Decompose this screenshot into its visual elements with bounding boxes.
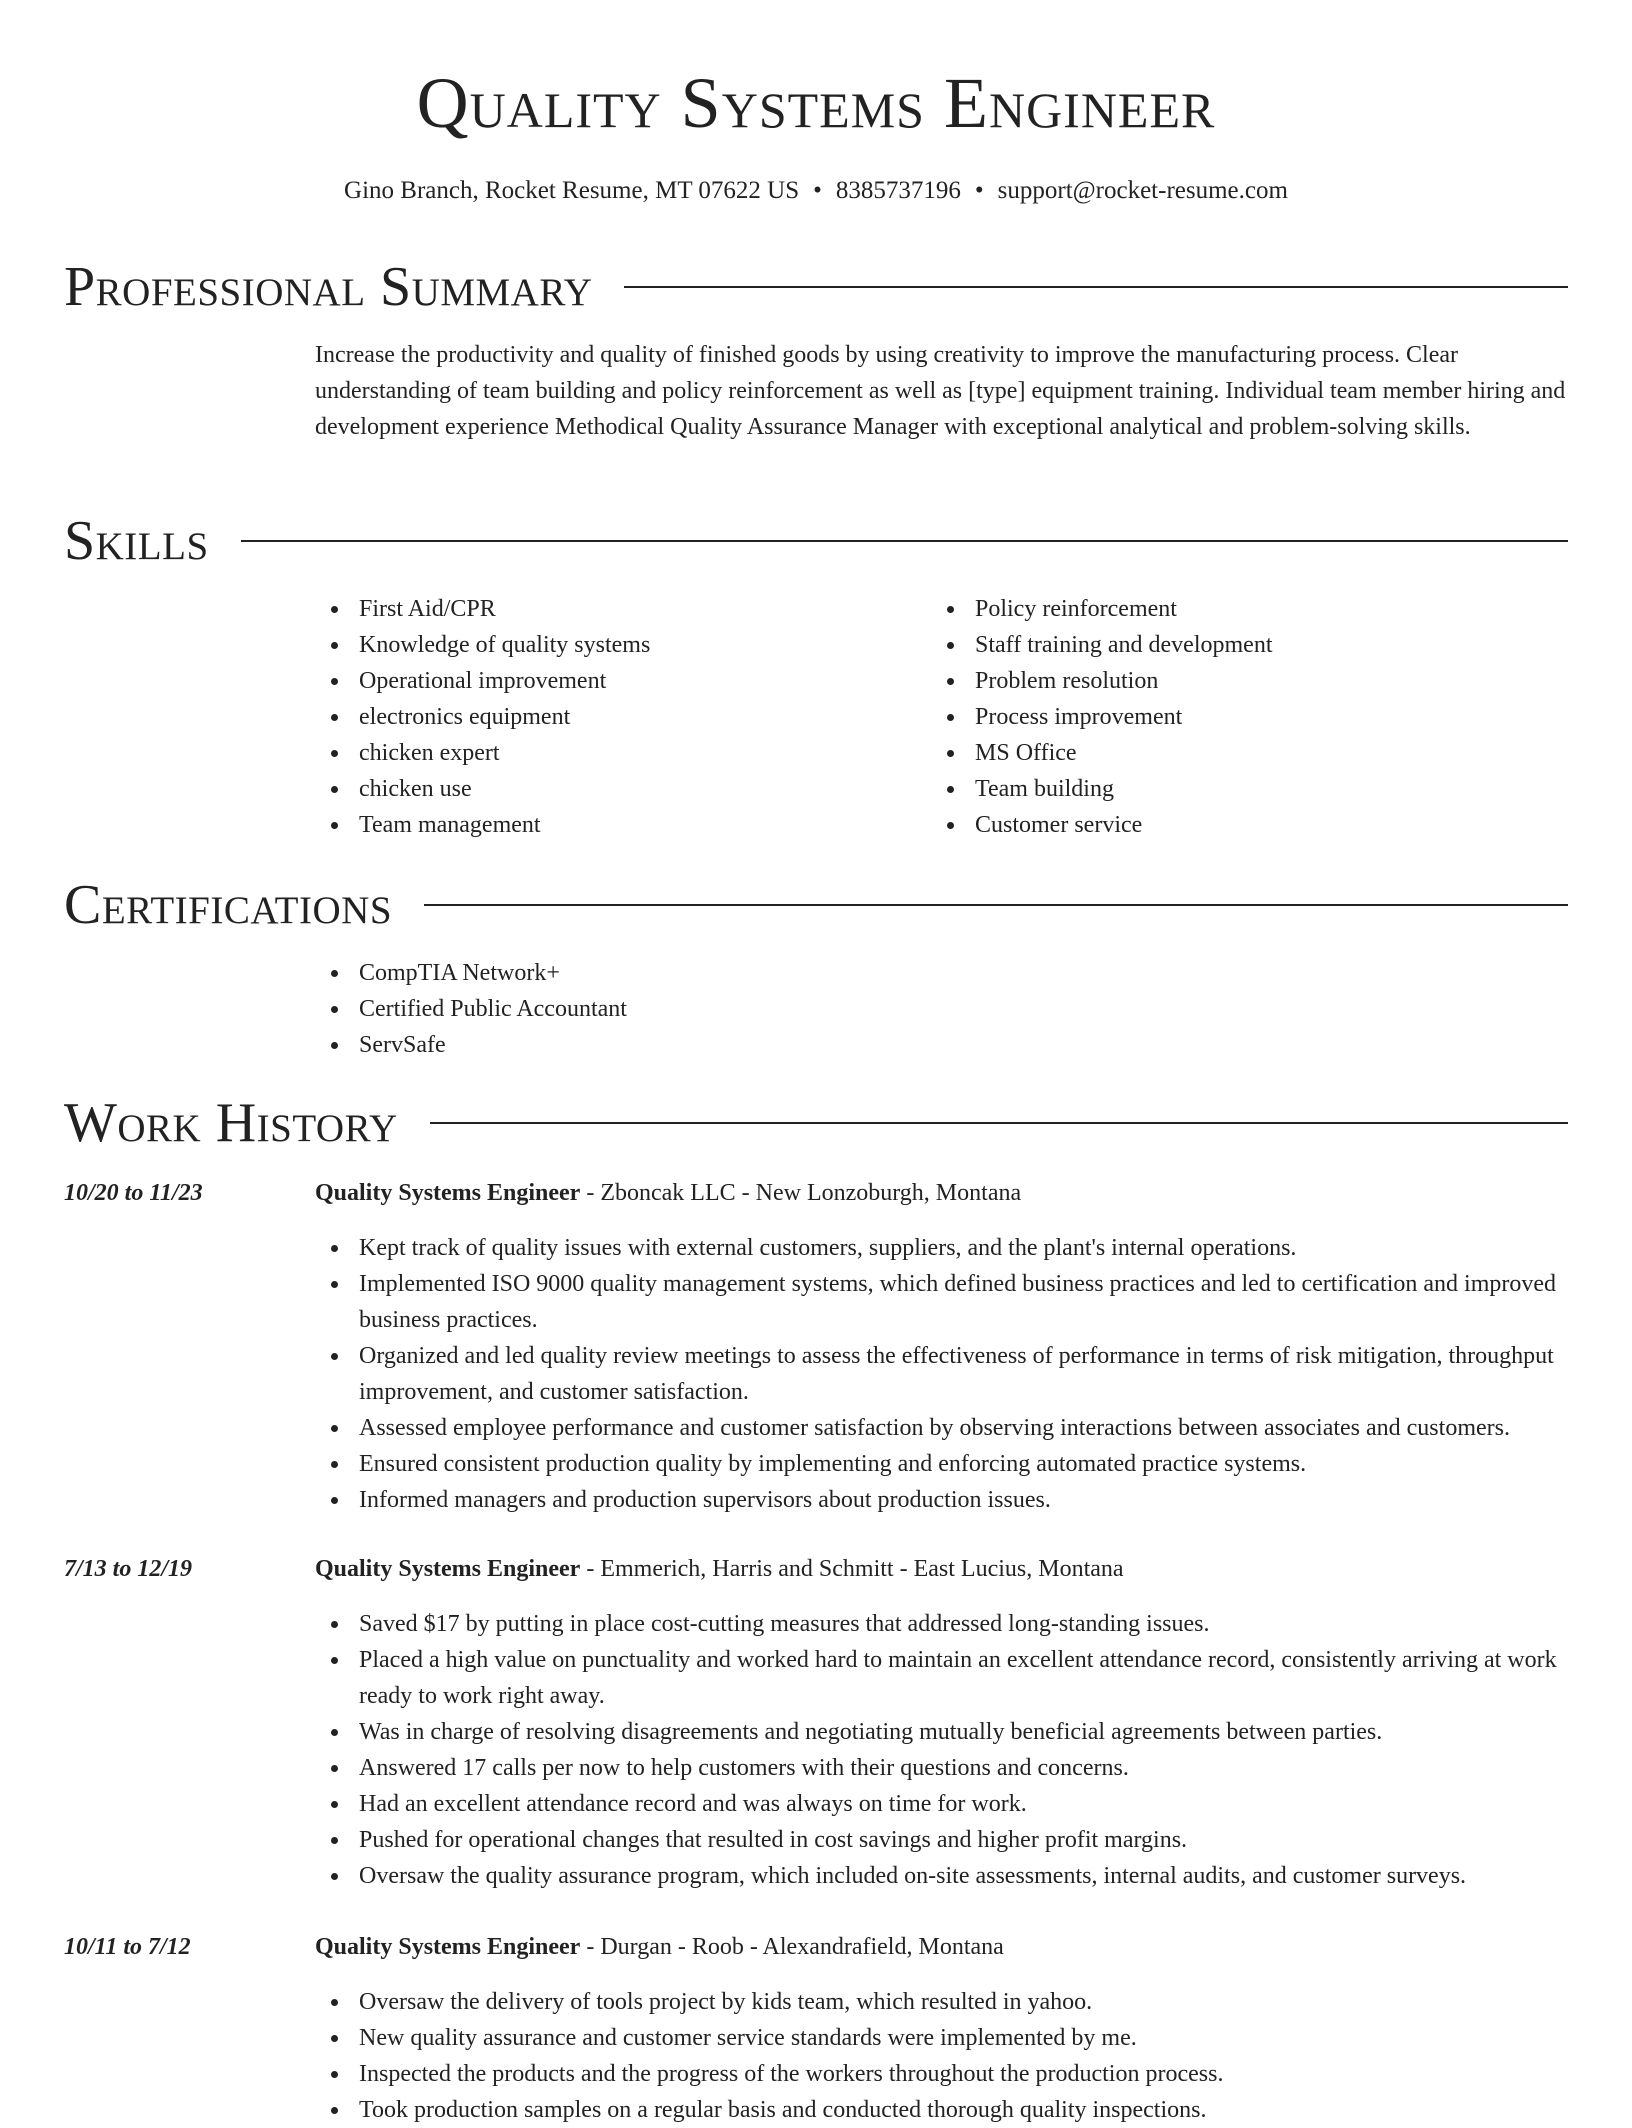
- job-bullet: Saved $17 by putting in place cost-cutting measures that addressed long-standing issues.: [315, 1606, 1567, 1642]
- contact-line: [64, 170, 1568, 212]
- job-bullet: Organized and led quality review meetings to assess the effectiveness of performance in terms of risk mitigation, throughput improvement, and customer satisfaction.: [315, 1338, 1567, 1410]
- section-divider: [424, 904, 1568, 906]
- job-bullet: Assessed employee performance and customer satisfaction by observing interactions between associates and customers.: [315, 1410, 1567, 1446]
- job-bullet: Kept track of quality issues with external customers, suppliers, and the plant's internal operations.: [315, 1230, 1567, 1266]
- job-bullet: Informed managers and production supervisors about production issues.: [315, 1482, 1567, 1518]
- work-history-section-header: [64, 1088, 1568, 1158]
- job-bullet-list: [315, 1230, 1567, 1518]
- job-dates: 10/20 to 11/23: [64, 1180, 203, 1206]
- job-bullet: Answered 17 calls per now to help customers with their questions and concerns.: [315, 1750, 1567, 1786]
- job-heading: [315, 1929, 1004, 1965]
- contact-email: support@rocket-resume.com: [997, 177, 1288, 204]
- job-bullet: Implemented ISO 9000 quality management systems, which defined business practices and led to certification and improved business practices.: [315, 1266, 1567, 1338]
- job-dates: 7/13 to 12/19: [64, 1556, 193, 1582]
- section-divider: [430, 1122, 1568, 1124]
- job-bullet: Oversaw the delivery of tools project by kids team, which resulted in yahoo.: [315, 1984, 1567, 2020]
- summary-section-header: [64, 252, 1568, 322]
- skill-item: Staff training and development: [931, 627, 1547, 663]
- section-divider: [241, 540, 1568, 542]
- skill-item: electronics equipment: [315, 699, 931, 735]
- skill-item: First Aid/CPR: [315, 591, 931, 627]
- skill-item: Problem resolution: [931, 663, 1547, 699]
- skill-item: Policy reinforcement: [931, 591, 1547, 627]
- job-bullet: Pushed for operational changes that resulted in cost savings and higher profit margins.: [315, 1822, 1567, 1858]
- job-title: Quality Systems Engineer: [315, 1556, 581, 1582]
- certifications-section-header: [64, 870, 1568, 940]
- skill-item: Operational improvement: [315, 663, 931, 699]
- certification-item: CompTIA Network+: [315, 955, 1567, 991]
- job-bullet: Had an excellent attendance record and was always on time for work.: [315, 1786, 1567, 1822]
- skill-item: chicken use: [315, 771, 931, 807]
- job-bullet: Oversaw the quality assurance program, which included on-site assessments, internal audits, and customer surveys.: [315, 1858, 1567, 1894]
- work-history-heading: Work History: [64, 1092, 398, 1154]
- summary-text: Increase the productivity and quality of finished goods by using creativity to improve the manufacturing process. Clear understanding of team building and policy reinforcement as well as [type] equipment training. Individual team member hiring and development experience Methodical Quality Assurance Manager with exceptional analytical and problem-solving skills.: [315, 342, 1566, 440]
- skills-list-left: [315, 591, 931, 843]
- skills-section-header: [64, 506, 1568, 576]
- resume-title: Quality Systems Engineer: [416, 63, 1216, 143]
- job-heading: [315, 1175, 1021, 1211]
- skill-item: Team building: [931, 771, 1547, 807]
- job-bullet: Was in charge of resolving disagreements and negotiating mutually beneficial agreements between parties.: [315, 1714, 1567, 1750]
- job-bullet: Inspected the products and the progress of the workers throughout the production process.: [315, 2056, 1567, 2092]
- certification-item: ServSafe: [315, 1027, 1567, 1063]
- skills-heading: Skills: [64, 510, 209, 572]
- job-title: Quality Systems Engineer: [315, 1934, 581, 1960]
- job-details: - Zboncak LLC - New Lonzoburgh, Montana: [580, 1180, 1022, 1206]
- skill-item: Team management: [315, 807, 931, 843]
- certifications-list: [315, 955, 1567, 1063]
- certification-item: Certified Public Accountant: [315, 991, 1567, 1027]
- skill-item: Knowledge of quality systems: [315, 627, 931, 663]
- job-heading: [315, 1551, 1124, 1587]
- job-dates: 10/11 to 7/12: [64, 1934, 191, 1960]
- section-divider: [624, 286, 1568, 288]
- job-bullet-list: [315, 1984, 1567, 2128]
- contact-separator: •: [813, 177, 822, 204]
- job-title: Quality Systems Engineer: [315, 1180, 581, 1206]
- contact-address: Gino Branch, Rocket Resume, MT 07622 US: [344, 177, 800, 204]
- skill-item: chicken expert: [315, 735, 931, 771]
- certifications-heading: Certifications: [64, 874, 393, 936]
- job-details: - Emmerich, Harris and Schmitt - East Lucius, Montana: [580, 1556, 1124, 1582]
- skill-item: Process improvement: [931, 699, 1547, 735]
- job-bullet: Ensured consistent production quality by implementing and enforcing automated practice systems.: [315, 1446, 1567, 1482]
- skill-item: Customer service: [931, 807, 1547, 843]
- job-details: - Durgan - Roob - Alexandrafield, Montana: [580, 1934, 1004, 1960]
- job-bullet: New quality assurance and customer service standards were implemented by me.: [315, 2020, 1567, 2056]
- contact-separator: •: [974, 177, 984, 204]
- summary-heading: Professional Summary: [64, 256, 593, 318]
- skills-list-right: [931, 591, 1547, 843]
- job-bullet-list: [315, 1606, 1567, 1894]
- skill-item: MS Office: [931, 735, 1547, 771]
- skills-grid: [315, 591, 1567, 843]
- job-bullet: Placed a high value on punctuality and worked hard to maintain an excellent attendance record, consistently arriving at work ready to work right away.: [315, 1642, 1567, 1714]
- contact-phone: 8385737196: [835, 177, 961, 204]
- job-bullet: Took production samples on a regular basis and conducted thorough quality inspections.: [315, 2092, 1567, 2128]
